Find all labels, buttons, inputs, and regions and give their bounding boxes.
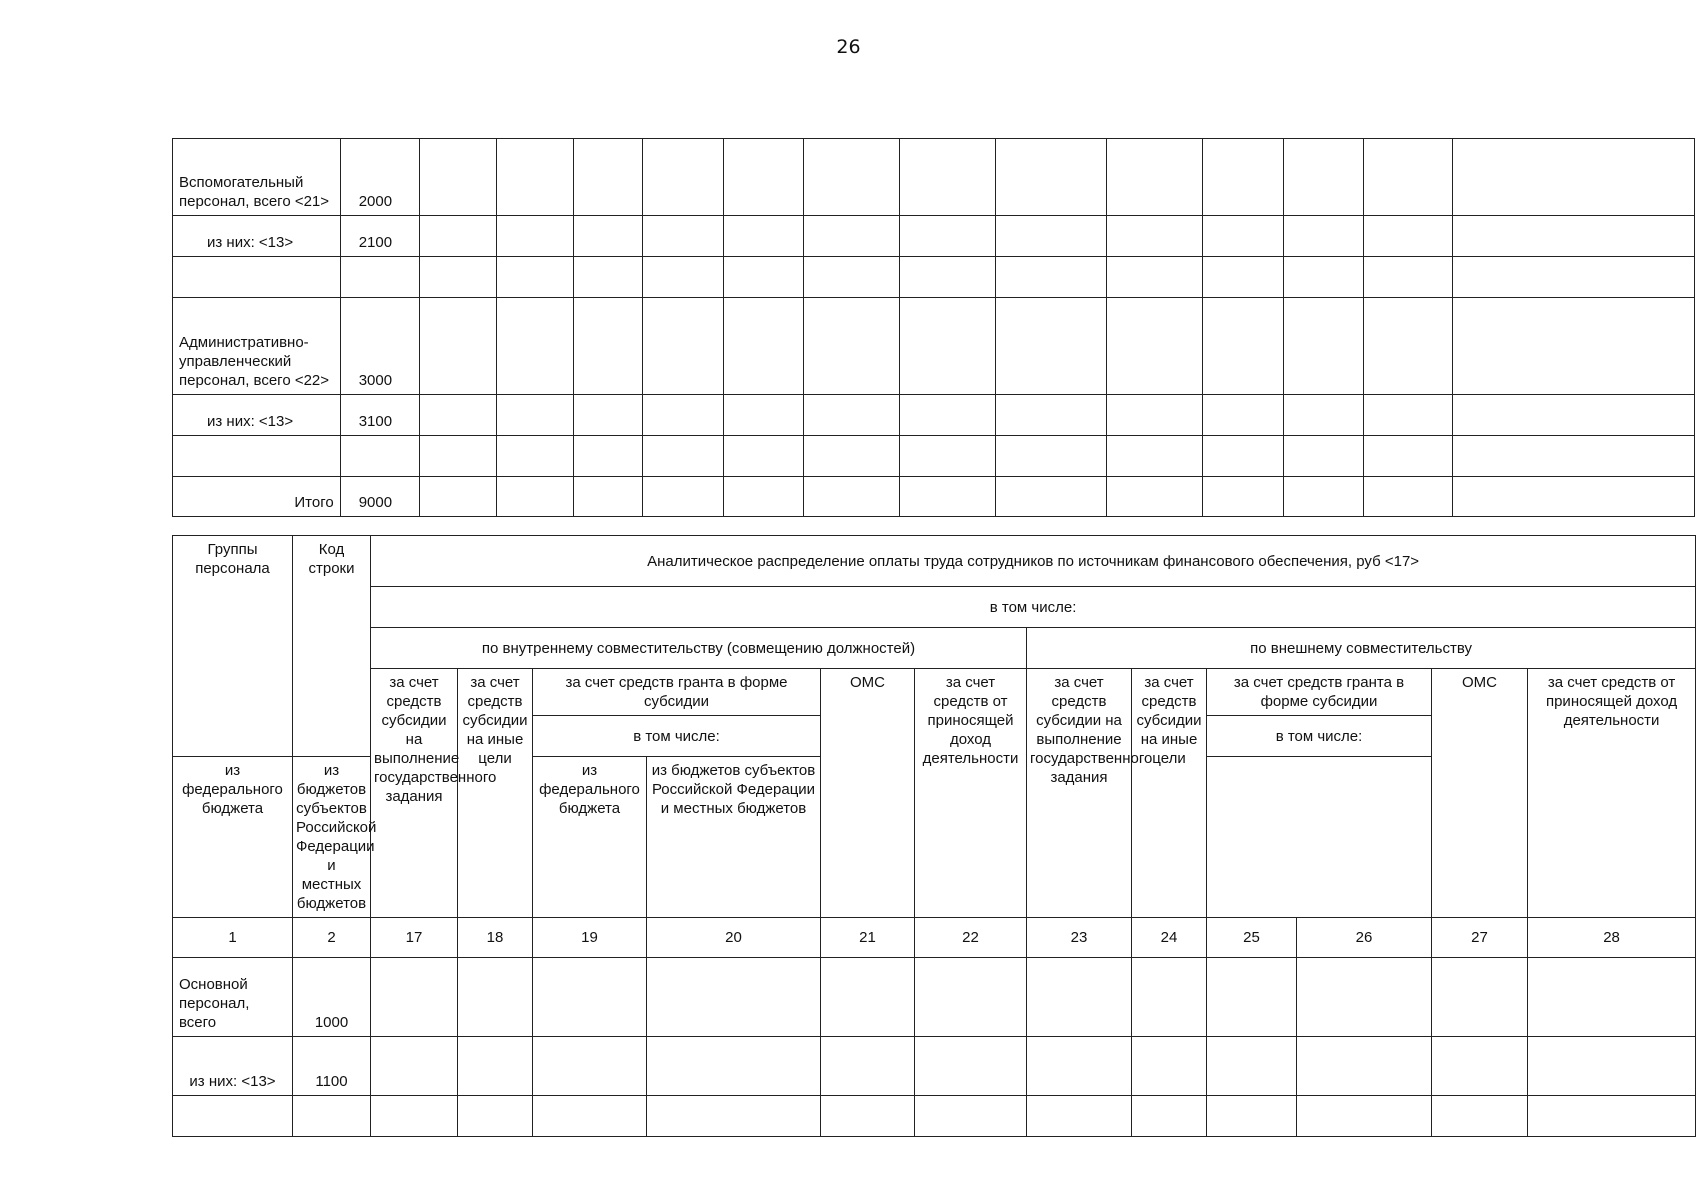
value-cell xyxy=(1132,1096,1207,1137)
value-cell xyxy=(899,395,995,436)
value-cell xyxy=(803,216,899,257)
value-cell xyxy=(723,477,803,517)
value-cell xyxy=(419,139,496,216)
value-cell xyxy=(803,257,899,298)
value-cell xyxy=(1027,958,1132,1037)
value-cell xyxy=(533,958,647,1037)
row-code: 2100 xyxy=(340,216,419,257)
value-cell xyxy=(803,139,899,216)
value-cell xyxy=(1283,477,1363,517)
value-cell xyxy=(1203,436,1283,477)
bottom-table-body xyxy=(173,958,1696,1137)
header-external-grant: за счет средств гранта в форме субсидии xyxy=(1207,669,1432,716)
value-cell xyxy=(803,436,899,477)
column-number: 18 xyxy=(458,918,533,958)
row-code: 3000 xyxy=(340,298,419,395)
value-cell xyxy=(1203,216,1283,257)
value-cell xyxy=(496,477,573,517)
value-cell xyxy=(419,436,496,477)
value-cell xyxy=(1283,395,1363,436)
value-cell xyxy=(573,298,643,395)
row-label xyxy=(173,257,341,298)
value-cell xyxy=(1107,257,1203,298)
value-cell xyxy=(995,216,1107,257)
value-cell xyxy=(573,257,643,298)
value-cell xyxy=(1453,477,1695,517)
value-cell xyxy=(899,257,995,298)
value-cell xyxy=(496,257,573,298)
value-cell xyxy=(1453,436,1695,477)
header-external-oms: ОМС xyxy=(1432,669,1528,918)
value-cell xyxy=(723,257,803,298)
value-cell xyxy=(419,216,496,257)
value-cell xyxy=(1107,395,1203,436)
header-internal-combination: по внутреннему совместительству (совмещению должностей) xyxy=(371,628,1027,669)
value-cell xyxy=(1132,1037,1207,1096)
value-cell xyxy=(1453,139,1695,216)
value-cell xyxy=(643,477,723,517)
value-cell xyxy=(995,477,1107,517)
value-cell xyxy=(899,139,995,216)
header-external-federal: из федерального бюджета xyxy=(533,757,647,918)
value-cell xyxy=(1203,139,1283,216)
value-cell xyxy=(1453,298,1695,395)
value-cell xyxy=(371,1037,458,1096)
value-cell xyxy=(1363,477,1453,517)
header-internal-state-task: за счет средств субсидии на выполнение государственного задания xyxy=(371,669,458,918)
value-cell xyxy=(573,395,643,436)
row-code: 3100 xyxy=(340,395,419,436)
value-cell xyxy=(1432,1096,1528,1137)
value-cell xyxy=(995,436,1107,477)
header-internal-other-purposes: за счет средств субсидии на иные цели xyxy=(458,669,533,918)
value-cell xyxy=(419,477,496,517)
header-internal-federal: из федерального бюджета xyxy=(173,757,293,918)
table-row xyxy=(173,298,1695,395)
column-number: 19 xyxy=(533,918,647,958)
row-code: 1000 xyxy=(293,958,371,1037)
value-cell xyxy=(723,298,803,395)
value-cell xyxy=(1203,257,1283,298)
value-cell xyxy=(533,1037,647,1096)
value-cell xyxy=(573,477,643,517)
header-external-other-purposes: за счет средств субсидии на иные цели xyxy=(1132,669,1207,918)
value-cell xyxy=(1453,216,1695,257)
table-row xyxy=(173,139,1695,216)
payroll-distribution-table xyxy=(172,535,1696,1137)
value-cell xyxy=(1283,436,1363,477)
row-code: 9000 xyxy=(340,477,419,517)
value-cell xyxy=(458,958,533,1037)
value-cell xyxy=(1107,139,1203,216)
row-code xyxy=(340,257,419,298)
value-cell xyxy=(899,477,995,517)
value-cell xyxy=(1027,1096,1132,1137)
column-number: 1 xyxy=(173,918,293,958)
header-external-grant-including: в том числе: xyxy=(1207,716,1432,757)
value-cell xyxy=(419,298,496,395)
value-cell xyxy=(1107,436,1203,477)
value-cell xyxy=(1363,395,1453,436)
value-cell xyxy=(458,1037,533,1096)
header-external-combination: по внешнему совместительству xyxy=(1027,628,1696,669)
page-number: 26 xyxy=(836,36,861,58)
value-cell xyxy=(1203,298,1283,395)
value-cell xyxy=(803,395,899,436)
value-cell xyxy=(915,1096,1027,1137)
column-number: 20 xyxy=(647,918,821,958)
value-cell xyxy=(1363,257,1453,298)
header-internal-grant-including: в том числе: xyxy=(533,716,821,757)
column-number: 17 xyxy=(371,918,458,958)
value-cell xyxy=(643,216,723,257)
value-cell xyxy=(1297,1096,1432,1137)
header-internal-regional: из бюджетов субъектов Российской Федерации и местных бюджетов xyxy=(293,757,371,918)
column-number: 25 xyxy=(1207,918,1297,958)
row-label: из них: <13> xyxy=(173,216,341,257)
value-cell xyxy=(1363,298,1453,395)
row-label xyxy=(173,436,341,477)
value-cell xyxy=(1207,1037,1297,1096)
header-row-code: Код строки xyxy=(293,536,371,757)
value-cell xyxy=(1207,958,1297,1037)
value-cell xyxy=(821,958,915,1037)
value-cell xyxy=(995,395,1107,436)
value-cell xyxy=(995,298,1107,395)
value-cell xyxy=(496,298,573,395)
top-staff-table xyxy=(172,138,1695,517)
header-external-income: за счет средств от приносящей доход деятельности xyxy=(1528,669,1696,918)
value-cell xyxy=(1528,1037,1696,1096)
value-cell xyxy=(496,216,573,257)
value-cell xyxy=(1363,139,1453,216)
header-internal-oms: ОМС xyxy=(821,669,915,918)
value-cell xyxy=(643,139,723,216)
table-row xyxy=(173,436,1695,477)
row-label: из них: <13> xyxy=(173,1037,293,1096)
value-cell xyxy=(1432,1037,1528,1096)
row-label xyxy=(173,1096,293,1137)
value-cell xyxy=(1453,257,1695,298)
value-cell xyxy=(643,395,723,436)
header-internal-income: за счет средств от приносящей доход деятельности xyxy=(915,669,1027,918)
value-cell xyxy=(573,139,643,216)
value-cell xyxy=(995,139,1107,216)
value-cell xyxy=(419,395,496,436)
value-cell xyxy=(723,216,803,257)
table-row xyxy=(173,395,1695,436)
value-cell xyxy=(647,1096,821,1137)
value-cell xyxy=(1132,958,1207,1037)
column-number: 24 xyxy=(1132,918,1207,958)
column-number: 26 xyxy=(1297,918,1432,958)
table-row xyxy=(173,958,1696,1037)
value-cell xyxy=(496,436,573,477)
value-cell xyxy=(723,436,803,477)
table-row xyxy=(173,216,1695,257)
column-number: 2 xyxy=(293,918,371,958)
value-cell xyxy=(723,395,803,436)
value-cell xyxy=(643,257,723,298)
value-cell xyxy=(803,298,899,395)
value-cell xyxy=(803,477,899,517)
value-cell xyxy=(1283,216,1363,257)
value-cell xyxy=(899,216,995,257)
value-cell xyxy=(573,216,643,257)
value-cell xyxy=(573,436,643,477)
column-number: 28 xyxy=(1528,918,1696,958)
value-cell xyxy=(821,1037,915,1096)
value-cell xyxy=(643,298,723,395)
row-code: 2000 xyxy=(340,139,419,216)
table-row xyxy=(173,1096,1696,1137)
column-number: 21 xyxy=(821,918,915,958)
value-cell xyxy=(1528,958,1696,1037)
header-external-regional: из бюджетов субъектов Российской Федерации и местных бюджетов xyxy=(647,757,821,918)
header-including: в том числе: xyxy=(371,587,1696,628)
value-cell xyxy=(1203,477,1283,517)
value-cell xyxy=(1528,1096,1696,1137)
column-numbers-row xyxy=(173,918,1696,958)
value-cell xyxy=(1107,477,1203,517)
value-cell xyxy=(899,436,995,477)
value-cell xyxy=(1297,1037,1432,1096)
table-row xyxy=(173,257,1695,298)
value-cell xyxy=(1107,298,1203,395)
value-cell xyxy=(1283,257,1363,298)
row-code: 1100 xyxy=(293,1037,371,1096)
value-cell xyxy=(458,1096,533,1137)
value-cell xyxy=(1203,395,1283,436)
value-cell xyxy=(1363,216,1453,257)
row-label: Итого xyxy=(173,477,341,517)
row-code xyxy=(340,436,419,477)
value-cell xyxy=(643,436,723,477)
table-row xyxy=(173,477,1695,517)
column-number: 27 xyxy=(1432,918,1528,958)
value-cell xyxy=(915,958,1027,1037)
value-cell xyxy=(647,1037,821,1096)
value-cell xyxy=(1363,436,1453,477)
row-label: Основной персонал, всего xyxy=(173,958,293,1037)
value-cell xyxy=(995,257,1107,298)
value-cell xyxy=(1107,216,1203,257)
header-analytical-distribution: Аналитическое распределение оплаты труда сотрудников по источникам финансового обеспечения, руб <17> xyxy=(371,536,1696,587)
value-cell xyxy=(1432,958,1528,1037)
column-number: 23 xyxy=(1027,918,1132,958)
value-cell xyxy=(1297,958,1432,1037)
value-cell xyxy=(419,257,496,298)
value-cell xyxy=(1027,1037,1132,1096)
column-number: 22 xyxy=(915,918,1027,958)
value-cell xyxy=(821,1096,915,1137)
header-internal-grant: за счет средств гранта в форме субсидии xyxy=(533,669,821,716)
value-cell xyxy=(647,958,821,1037)
value-cell xyxy=(371,1096,458,1137)
value-cell xyxy=(1207,1096,1297,1137)
value-cell xyxy=(899,298,995,395)
row-label: Вспомогательный персонал, всего <21> xyxy=(173,139,341,216)
value-cell xyxy=(723,139,803,216)
row-label: Административно-управленческий персонал, всего <22> xyxy=(173,298,341,395)
value-cell xyxy=(496,139,573,216)
header-staff-groups: Группы персонала xyxy=(173,536,293,757)
row-code xyxy=(293,1096,371,1137)
value-cell xyxy=(1453,395,1695,436)
top-table-body xyxy=(173,139,1695,517)
value-cell xyxy=(496,395,573,436)
header-external-state-task: за счет средств субсидии на выполнение государственного задания xyxy=(1027,669,1132,918)
value-cell xyxy=(371,958,458,1037)
value-cell xyxy=(533,1096,647,1137)
value-cell xyxy=(1283,298,1363,395)
table-row xyxy=(173,1037,1696,1096)
value-cell xyxy=(1283,139,1363,216)
value-cell xyxy=(915,1037,1027,1096)
row-label: из них: <13> xyxy=(173,395,341,436)
